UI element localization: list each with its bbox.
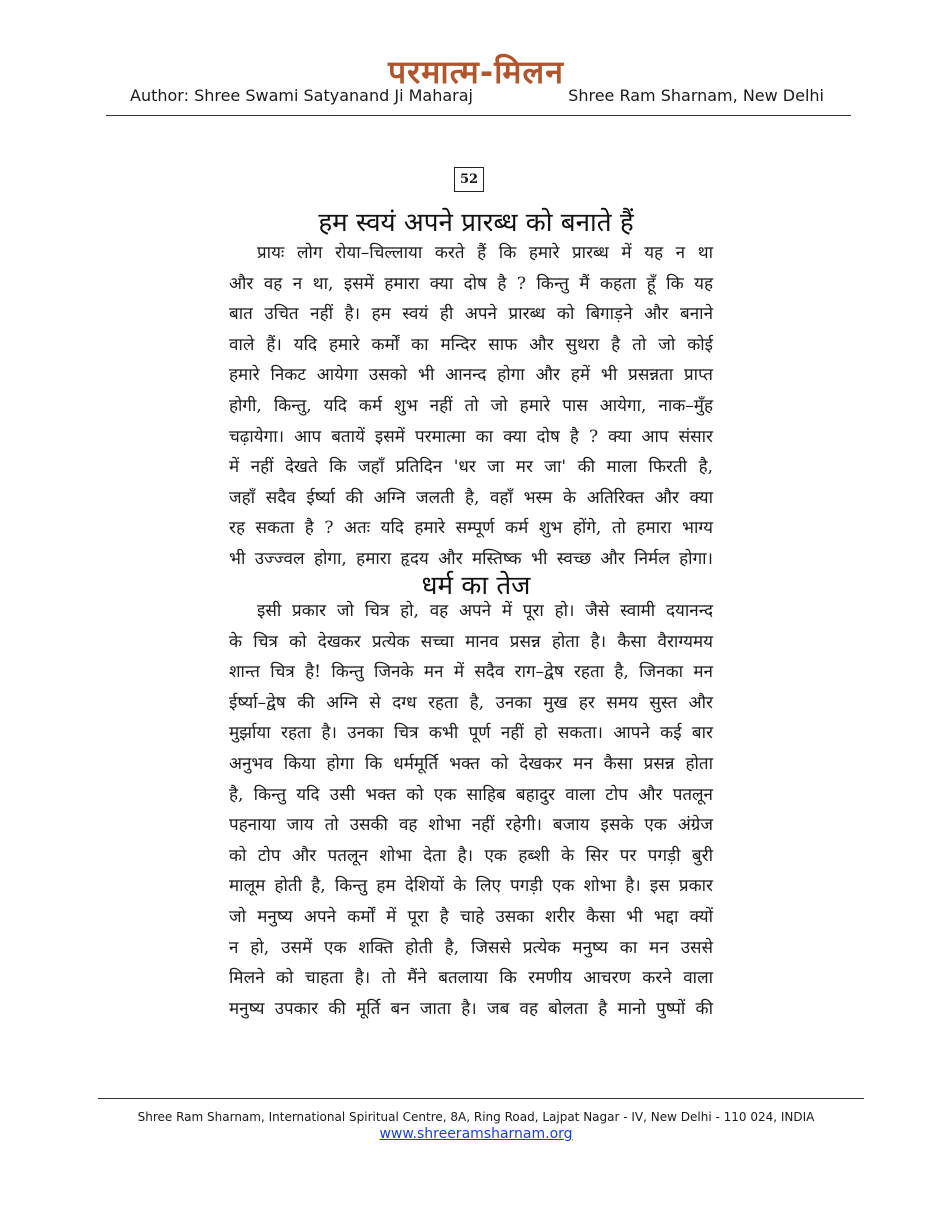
text-line: को टोप और पतलून शोभा देता है। एक हब्शी के सिर पर पगड़ी बुरी — [229, 845, 713, 866]
website-link[interactable]: www.shreeramsharnam.org — [379, 1126, 573, 1142]
footer-address: Shree Ram Sharnam, International Spiritual Centre, 8A, Ring Road, Lajpat Nagar - IV, New Delhi - 110 024, INDIA — [137, 1110, 815, 1124]
text-line: ईर्ष्या–द्वेष की अग्नि से दग्ध रहता है, उनका मुख हर समय सुस्त और — [229, 692, 713, 713]
publisher-line: Shree Ram Sharnam, New Delhi — [568, 86, 824, 105]
text-line: इसी प्रकार जो चित्र हो, वह अपने में पूरा हो। जैसे स्वामी दयानन्द — [257, 601, 713, 621]
text-line: मुर्झाया रहता है। उनका चित्र कभी पूर्ण नहीं हो सकता। आपने कई बार — [229, 723, 713, 744]
text-line: चढ़ायेगा। आप बतायें इसमें परमात्मा का क्या दोष है ? क्या आप संसार — [229, 426, 713, 447]
section-heading-prarabdh: हम स्वयं अपने प्रारब्ध को बनाते हैं — [318, 208, 634, 238]
section-body-dharma-ka-tej — [229, 596, 713, 1024]
text-line: होगी, किन्तु, यदि कर्म शुभ नहीं तो जो हमारे पास आयेगा, नाक–मुँह — [229, 395, 713, 416]
text-line: मनुष्य उपकार की मूर्ति बन जाता है। जब वह बोलता है मानो पुष्पों की — [229, 998, 713, 1019]
text-line: रह सकता है ? अतः यदि हमारे सम्पूर्ण कर्म शुभ होंगे, तो हमारा भाग्य — [229, 518, 713, 539]
text-line: मिलने को चाहता है। तो मैंने बतलाया कि रमणीय आचरण करने वाला — [229, 968, 713, 989]
section-heading-dharma-ka-tej: धर्म का तेज — [421, 571, 531, 601]
page-header — [130, 86, 824, 110]
section-body-prarabdh — [229, 238, 713, 575]
text-line: मालूम होती है, किन्तु हम देशियों के लिए पगड़ी एक शोभा है। इस प्रकार — [229, 876, 713, 897]
text-line: पहनाया जाय तो उसकी वह शोभा नहीं रहेगी। बजाय इसके एक अंग्रेज — [229, 815, 713, 836]
text-line: अनुभव किया होगा कि धर्ममूर्ति भक्त को देखकर मन कैसा प्रसन्न होता — [229, 753, 713, 774]
header-divider — [106, 115, 851, 116]
text-line: जहाँ सदैव ईर्ष्या की अग्नि जलती है, वहाँ भस्म के अतिरिक्त और क्या — [229, 487, 713, 508]
text-line: वाले हैं। यदि हमारे कर्मों का मन्दिर साफ और सुथरा है तो जो कोई — [229, 334, 713, 355]
text-line: है, किन्तु यदि उसी भक्त को एक साहिब बहादुर वाला टोप और पतलून — [229, 784, 713, 805]
text-line: शान्त चित्र है! किन्तु जिनके मन में सदैव राग–द्वेष रहता है, जिनका मन — [229, 662, 713, 683]
text-line: भी उज्ज्वल होगा, हमारा हृदय और मस्तिष्क भी स्वच्छ और निर्मल होगा। — [229, 548, 713, 569]
text-line: न हो, उसमें एक शक्ति होती है, जिससे प्रत्येक मनुष्य का मन उससे — [229, 937, 713, 958]
text-line: के चित्र को देखकर प्रत्येक सच्चा मानव प्रसन्न होता है। कैसा वैराग्यमय — [229, 631, 713, 652]
brand-title: परमात्म-मिलन — [388, 53, 564, 91]
text-line: बात उचित नहीं है। हम स्वयं ही अपने प्रारब्ध को बिगाड़ने और बनाने — [229, 304, 713, 325]
author-line: Author: Shree Swami Satyanand Ji Maharaj — [130, 86, 473, 105]
page-number-box: 52 — [454, 167, 484, 192]
text-line: हमारे निकट आयेगा उसको भी आनन्द होगा और हमें भी प्रसन्नता प्राप्त — [229, 365, 713, 386]
footer-divider — [98, 1098, 864, 1099]
text-line: जो मनुष्य अपने कर्मों में पूरा है चाहे उसका शरीर कैसा भी भद्दा क्यों — [229, 906, 713, 927]
text-line: में नहीं देखते कि जहाँ प्रतिदिन 'धर जा मर जा' की माला फिरती है, — [229, 457, 713, 478]
text-line: प्रायः लोग रोया–चिल्लाया करते हैं कि हमारे प्रारब्ध में यह न था — [257, 243, 713, 263]
text-line: और वह न था, इसमें हमारा क्या दोष है ? किन्तु मैं कहता हूँ कि यह — [229, 273, 713, 294]
